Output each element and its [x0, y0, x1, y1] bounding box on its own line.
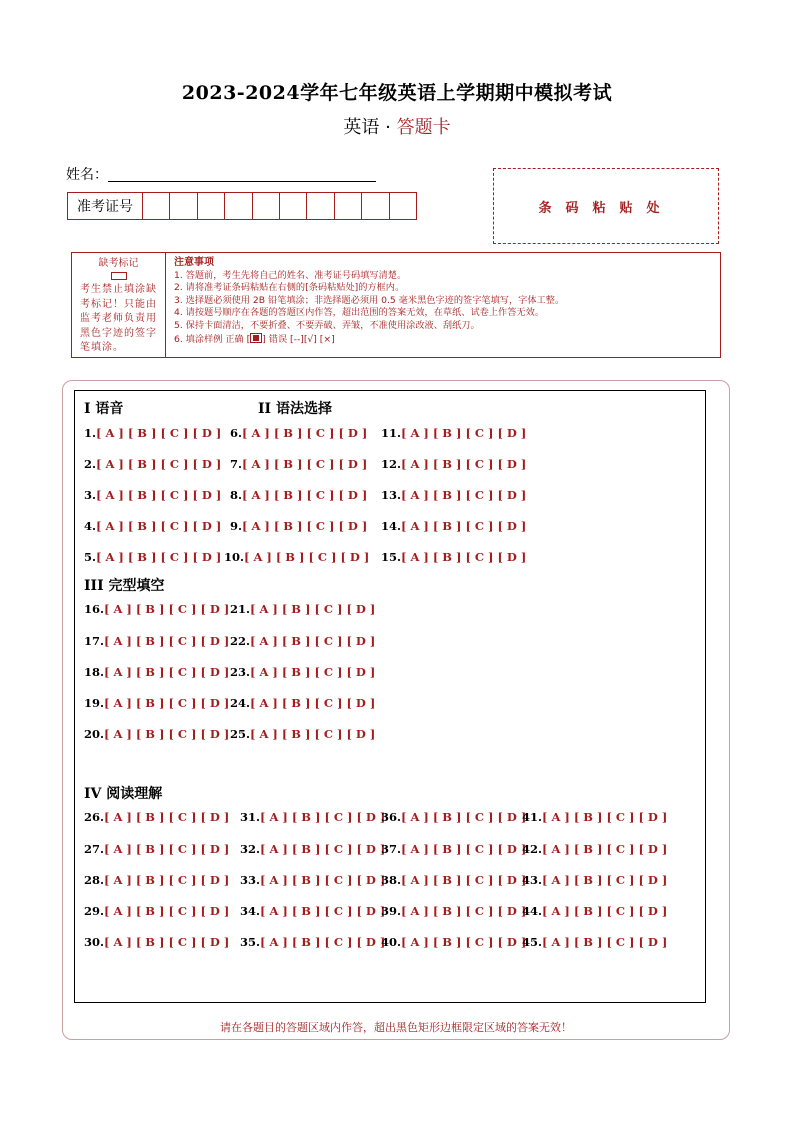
- question-number: 9.: [230, 519, 243, 533]
- question-16[interactable]: [84, 602, 229, 616]
- answer-options[interactable]: [ A ] [ B ] [ C ] [ D ]: [104, 602, 230, 616]
- page-subtitle: [0, 113, 794, 139]
- question-39[interactable]: [381, 904, 526, 918]
- answer-options[interactable]: [ A ] [ B ] [ C ] [ D ]: [96, 426, 222, 440]
- name-label: 姓名：: [66, 167, 108, 183]
- question-number: 3.: [84, 488, 97, 502]
- instruction-item: 1. 答题前，考生先将自己的姓名、准考证号码填写清楚。: [174, 269, 407, 281]
- question-number: 21.: [230, 602, 251, 616]
- answer-options[interactable]: [ A ] [ B ] [ C ] [ D ]: [104, 727, 230, 741]
- question-12[interactable]: [381, 457, 526, 471]
- question-number: 22.: [230, 634, 251, 648]
- question-9[interactable]: [230, 519, 367, 533]
- answer-options[interactable]: [ A ] [ B ] [ C ] [ D ]: [104, 935, 230, 949]
- instruction-item: 5. 保持卡面清洁，不要折叠、不要弄破、弄皱，不准使用涂改液、刮纸刀。: [174, 319, 480, 331]
- answer-options[interactable]: [ A ] [ B ] [ C ] [ D ]: [401, 519, 527, 533]
- question-45[interactable]: [522, 935, 667, 949]
- exam-id-cell[interactable]: [198, 193, 225, 219]
- question-number: 42.: [522, 842, 543, 856]
- exam-id-cell[interactable]: [170, 193, 197, 219]
- answer-options[interactable]: [ A ] [ B ] [ C ] [ D ]: [260, 842, 386, 856]
- question-number: 24.: [230, 696, 251, 710]
- exam-id-cell[interactable]: [225, 193, 252, 219]
- question-number: 1.: [84, 426, 97, 440]
- question-number: 18.: [84, 665, 105, 679]
- question-number: 28.: [84, 873, 105, 887]
- answer-options[interactable]: [ A ] [ B ] [ C ] [ D ]: [104, 665, 230, 679]
- question-number: 40.: [381, 935, 402, 949]
- footer-warning: 请在各题目的答题区域内作答，超出黑色矩形边框限定区域的答案无效！: [220, 1021, 572, 1034]
- answer-options[interactable]: [ A ] [ B ] [ C ] [ D ]: [244, 550, 370, 564]
- question-number: 19.: [84, 696, 105, 710]
- name-field[interactable]: [108, 181, 376, 182]
- answer-options[interactable]: [ A ] [ B ] [ C ] [ D ]: [96, 457, 222, 471]
- answer-options[interactable]: [ A ] [ B ] [ C ] [ D ]: [401, 904, 527, 918]
- question-28[interactable]: [84, 873, 229, 887]
- question-17[interactable]: [84, 634, 229, 648]
- question-number: 41.: [522, 810, 543, 824]
- question-number: 38.: [381, 873, 402, 887]
- question-26[interactable]: [84, 810, 229, 824]
- question-number: 45.: [522, 935, 543, 949]
- answer-options[interactable]: [ A ] [ B ] [ C ] [ D ]: [542, 842, 668, 856]
- answer-options[interactable]: [ A ] [ B ] [ C ] [ D ]: [242, 488, 368, 502]
- question-6[interactable]: [230, 426, 367, 440]
- filled-sample-icon: [250, 333, 262, 343]
- question-number: 31.: [240, 810, 261, 824]
- answer-options[interactable]: [ A ] [ B ] [ C ] [ D ]: [401, 810, 527, 824]
- answer-options[interactable]: [ A ] [ B ] [ C ] [ D ]: [242, 426, 368, 440]
- question-number: 13.: [381, 488, 402, 502]
- question-2[interactable]: [84, 457, 221, 471]
- question-21[interactable]: [230, 602, 375, 616]
- answer-options[interactable]: [ A ] [ B ] [ C ] [ D ]: [104, 842, 230, 856]
- instruction-item: 4. 请按题号顺序在各题的答题区内作答，超出范围的答案无效，在草纸、试卷上作答无效。: [174, 307, 544, 319]
- question-31[interactable]: [240, 810, 385, 824]
- absent-title: 缺考标记: [98, 258, 139, 269]
- question-33[interactable]: [240, 873, 385, 887]
- answer-options[interactable]: [ A ] [ B ] [ C ] [ D ]: [250, 665, 376, 679]
- question-number: 17.: [84, 634, 105, 648]
- question-41[interactable]: [522, 810, 667, 824]
- question-43[interactable]: [522, 873, 667, 887]
- question-number: 39.: [381, 904, 402, 918]
- question-number: 20.: [84, 727, 105, 741]
- question-number: 6.: [230, 426, 243, 440]
- subtitle-separator: ·: [379, 117, 397, 138]
- answer-options[interactable]: [ A ] [ B ] [ C ] [ D ]: [250, 727, 376, 741]
- section-reading: IV 阅读理解: [84, 786, 163, 802]
- question-number: 27.: [84, 842, 105, 856]
- question-11[interactable]: [381, 426, 526, 440]
- question-number: 7.: [230, 457, 243, 471]
- exam-id-label: 准考证号: [68, 193, 143, 219]
- answer-options[interactable]: [ A ] [ B ] [ C ] [ D ]: [250, 696, 376, 710]
- exam-id-cell[interactable]: [280, 193, 307, 219]
- subtitle-card: 答题卡: [396, 117, 451, 138]
- answer-options[interactable]: [ A ] [ B ] [ C ] [ D ]: [401, 873, 527, 887]
- question-42[interactable]: [522, 842, 667, 856]
- question-4[interactable]: [84, 519, 221, 533]
- question-number: 35.: [240, 935, 261, 949]
- answer-options[interactable]: [ A ] [ B ] [ C ] [ D ]: [104, 634, 230, 648]
- question-number: 37.: [381, 842, 402, 856]
- question-40[interactable]: [381, 935, 526, 949]
- question-number: 23.: [230, 665, 251, 679]
- exam-id-cell[interactable]: [390, 193, 416, 219]
- question-number: 34.: [240, 904, 261, 918]
- answer-options[interactable]: [ A ] [ B ] [ C ] [ D ]: [260, 904, 386, 918]
- exam-id-box: [67, 192, 417, 220]
- question-7[interactable]: [230, 457, 367, 471]
- question-32[interactable]: [240, 842, 385, 856]
- question-number: 25.: [230, 727, 251, 741]
- question-22[interactable]: [230, 634, 375, 648]
- question-number: 4.: [84, 519, 97, 533]
- question-25[interactable]: [230, 727, 375, 741]
- question-number: 26.: [84, 810, 105, 824]
- question-36[interactable]: [381, 810, 526, 824]
- section-phonetics: I 语音: [84, 401, 124, 417]
- question-35[interactable]: [240, 935, 385, 949]
- subtitle-subject: 英语: [343, 117, 380, 138]
- section-cloze: III 完型填空: [84, 578, 165, 594]
- section-grammar: II 语法选择: [258, 401, 332, 417]
- answer-options[interactable]: [ A ] [ B ] [ C ] [ D ]: [104, 904, 230, 918]
- question-number: 16.: [84, 602, 105, 616]
- answer-options[interactable]: [ A ] [ B ] [ C ] [ D ]: [401, 550, 527, 564]
- answer-options[interactable]: [ A ] [ B ] [ C ] [ D ]: [401, 426, 527, 440]
- question-number: 10.: [224, 550, 245, 564]
- instruction-item: 3. 选择题必须使用 2B 铅笔填涂；非选择题必须用 0.5 毫米黑色字迹的签字笔填写，字体工整。: [174, 294, 565, 306]
- question-10[interactable]: [224, 550, 369, 564]
- answer-options[interactable]: [ A ] [ B ] [ C ] [ D ]: [104, 873, 230, 887]
- question-number: 14.: [381, 519, 402, 533]
- question-18[interactable]: [84, 665, 229, 679]
- barcode-area[interactable]: 条码粘贴处: [493, 168, 719, 244]
- exam-id-cell[interactable]: [362, 193, 389, 219]
- answer-options[interactable]: [ A ] [ B ] [ C ] [ D ]: [250, 602, 376, 616]
- question-1[interactable]: [84, 426, 221, 440]
- question-number: 15.: [381, 550, 402, 564]
- sample-prefix: 6. 填涂样例 正确 [: [174, 333, 251, 345]
- page-title: 2023-2024学年七年级英语上学期期中模拟考试: [181, 82, 613, 104]
- question-number: 43.: [522, 873, 543, 887]
- sample-suffix: ] 错误 [--][√] [×]: [262, 333, 335, 345]
- question-number: 8.: [230, 488, 243, 502]
- question-30[interactable]: [84, 935, 229, 949]
- instructions-title: 注意事项: [174, 257, 214, 268]
- answer-options[interactable]: [ A ] [ B ] [ C ] [ D ]: [250, 634, 376, 648]
- question-number: 2.: [84, 457, 97, 471]
- instruction-item: 2. 请将准考证条码粘贴在右侧的[条码粘贴处]的方框内。: [174, 282, 405, 294]
- question-number: 5.: [84, 550, 97, 564]
- absent-mark-box[interactable]: [111, 272, 127, 280]
- answer-options[interactable]: [ A ] [ B ] [ C ] [ D ]: [260, 810, 386, 824]
- answer-options[interactable]: [ A ] [ B ] [ C ] [ D ]: [542, 810, 668, 824]
- question-number: 29.: [84, 904, 105, 918]
- question-34[interactable]: [240, 904, 385, 918]
- answer-options[interactable]: [ A ] [ B ] [ C ] [ D ]: [96, 550, 222, 564]
- answer-options[interactable]: [ A ] [ B ] [ C ] [ D ]: [96, 519, 222, 533]
- question-number: 44.: [522, 904, 543, 918]
- exam-id-cell[interactable]: [253, 193, 280, 219]
- answer-options[interactable]: [ A ] [ B ] [ C ] [ D ]: [542, 904, 668, 918]
- answer-options[interactable]: [ A ] [ B ] [ C ] [ D ]: [401, 935, 527, 949]
- question-3[interactable]: [84, 488, 221, 502]
- question-38[interactable]: [381, 873, 526, 887]
- question-8[interactable]: [230, 488, 367, 502]
- question-19[interactable]: [84, 696, 229, 710]
- question-number: 32.: [240, 842, 261, 856]
- answer-options[interactable]: [ A ] [ B ] [ C ] [ D ]: [542, 873, 668, 887]
- question-37[interactable]: [381, 842, 526, 856]
- answer-options[interactable]: [ A ] [ B ] [ C ] [ D ]: [401, 842, 527, 856]
- absent-mark-panel: [72, 253, 166, 357]
- question-24[interactable]: [230, 696, 375, 710]
- answer-options[interactable]: [ A ] [ B ] [ C ] [ D ]: [260, 873, 386, 887]
- question-5[interactable]: [84, 550, 221, 564]
- question-number: 11.: [381, 426, 402, 440]
- instruction-item: [174, 333, 712, 347]
- question-27[interactable]: [84, 842, 229, 856]
- question-14[interactable]: [381, 519, 526, 533]
- answer-options[interactable]: [ A ] [ B ] [ C ] [ D ]: [401, 457, 527, 471]
- question-13[interactable]: [381, 488, 526, 502]
- notice-box: [71, 252, 721, 358]
- answer-options[interactable]: [ A ] [ B ] [ C ] [ D ]: [242, 519, 368, 533]
- exam-id-cell[interactable]: [335, 193, 362, 219]
- answer-options[interactable]: [ A ] [ B ] [ C ] [ D ]: [104, 810, 230, 824]
- absent-text: 考生禁止填涂缺考标记！只能由监考老师负责用黑色字迹的签字笔填涂。: [80, 284, 157, 353]
- answer-options[interactable]: [ A ] [ B ] [ C ] [ D ]: [542, 935, 668, 949]
- question-15[interactable]: [381, 550, 526, 564]
- answer-options[interactable]: [ A ] [ B ] [ C ] [ D ]: [104, 696, 230, 710]
- question-number: 36.: [381, 810, 402, 824]
- question-number: 12.: [381, 457, 402, 471]
- answer-options[interactable]: [ A ] [ B ] [ C ] [ D ]: [401, 488, 527, 502]
- answer-options[interactable]: [ A ] [ B ] [ C ] [ D ]: [260, 935, 386, 949]
- question-number: 30.: [84, 935, 105, 949]
- question-20[interactable]: [84, 727, 229, 741]
- question-44[interactable]: [522, 904, 667, 918]
- answer-options[interactable]: [ A ] [ B ] [ C ] [ D ]: [96, 488, 222, 502]
- exam-id-cell[interactable]: [307, 193, 334, 219]
- question-23[interactable]: [230, 665, 375, 679]
- question-29[interactable]: [84, 904, 229, 918]
- question-number: 33.: [240, 873, 261, 887]
- answer-options[interactable]: [ A ] [ B ] [ C ] [ D ]: [242, 457, 368, 471]
- exam-id-cell[interactable]: [143, 193, 170, 219]
- instructions: [166, 253, 720, 357]
